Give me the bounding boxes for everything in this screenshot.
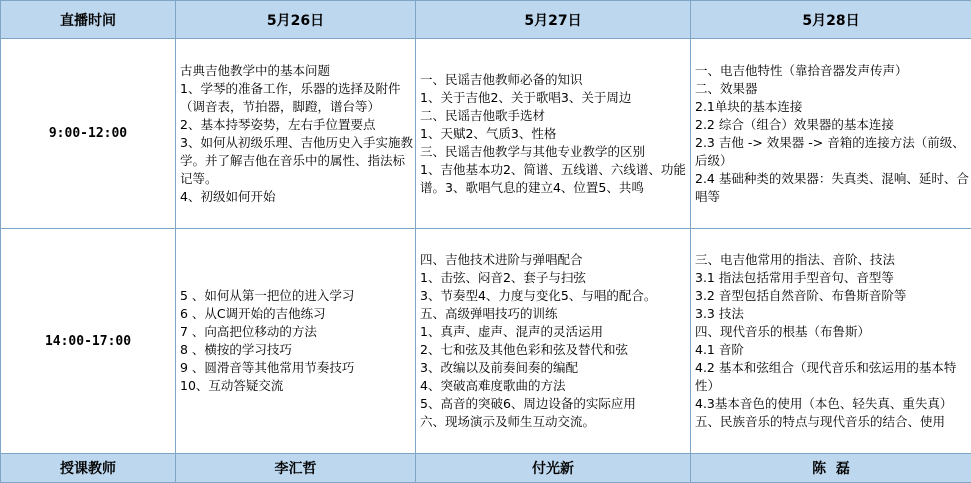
- teacher-row: [1, 453, 971, 482]
- lesson-cell: [176, 229, 416, 453]
- lesson-line: 3.1 指法包括常用手型音句、音型等: [695, 270, 894, 286]
- lesson-line: 三、民谣吉他教学与其他专业教学的区别: [420, 143, 646, 159]
- header-time-column: 直播时间: [1, 1, 176, 39]
- lesson-line: 3.2 音型包括自然音阶、布鲁斯音阶等: [695, 288, 907, 304]
- lesson-line: 3、改编以及前奏间奏的编配: [420, 360, 578, 376]
- lesson-line: 二、民谣吉他歌手选材: [420, 107, 546, 123]
- lesson-line: 四、吉他技术进阶与弹唱配合: [420, 252, 583, 268]
- lesson-content: [176, 62, 415, 206]
- header-day: 5月26日: [176, 1, 416, 39]
- lesson-line: 一、电吉他特性（靠拾音器发声传声）: [695, 62, 908, 78]
- lesson-line: 5、高音的突破6、周边设备的实际应用: [420, 396, 636, 412]
- lesson-cell: [691, 39, 971, 229]
- lesson-line: 3、节奏型4、力度与变化5、与唱的配合。: [420, 288, 657, 304]
- lesson-line: 4、突破高难度歌曲的方法: [420, 378, 566, 394]
- header-row: [1, 1, 971, 39]
- lesson-line: 二、效果器: [695, 80, 758, 96]
- lesson-line: 1、真声、虚声、混声的灵活运用: [420, 324, 603, 340]
- lesson-line: 六、现场演示及师生互动交流。: [420, 414, 596, 430]
- time-slot: 9:00-12:00: [1, 39, 176, 229]
- lesson-line: 3.3 技法: [695, 306, 744, 322]
- lesson-line: 4.1 音阶: [695, 342, 744, 358]
- schedule-row-morning: [1, 39, 971, 229]
- schedule-row-afternoon: [1, 229, 971, 453]
- lesson-line: 2.3 吉他 -> 效果器 -> 音箱的连接方法（前级、后级）: [695, 134, 965, 168]
- lesson-line: 2.1单块的基本连接: [695, 98, 803, 114]
- header-day: 5月28日: [691, 1, 971, 39]
- lesson-content: [691, 62, 971, 206]
- lesson-line: 5 、如何从第一把位的进入学习: [180, 288, 355, 304]
- lesson-line: 2.2 综合（组合）效果器的基本连接: [695, 116, 894, 132]
- lesson-content: [416, 251, 690, 431]
- lesson-line: 五、民族音乐的特点与现代音乐的结合、使用: [695, 414, 946, 430]
- lesson-line: 8 、横按的学习技巧: [180, 342, 292, 358]
- teacher-label: 授课教师: [1, 453, 176, 482]
- lesson-line: 9 、圆滑音等其他常用节奏技巧: [180, 360, 355, 376]
- lesson-line: 10、互动答疑交流: [180, 378, 284, 394]
- lesson-line: 2、基本持琴姿势，左右手位置要点: [180, 116, 376, 132]
- lesson-cell: [416, 39, 691, 229]
- lesson-line: 1、关于吉他2、关于歌唱3、关于周边: [420, 89, 632, 105]
- lesson-line: 6 、从C调开始的吉他练习: [180, 306, 326, 322]
- lesson-line: 4.2 基本和弦组合（现代音乐和弦运用的基本特性）: [695, 360, 957, 394]
- lesson-line: 三、电吉他常用的指法、音阶、技法: [695, 252, 896, 268]
- lesson-line: 2.4 基础种类的效果器：失真类、混响、延时、合唱等: [695, 170, 969, 204]
- teacher-name: 付光新: [416, 453, 691, 482]
- lesson-content: [691, 251, 971, 431]
- lesson-line: 一、民谣吉他教师必备的知识: [420, 71, 583, 87]
- lesson-line: 7 、向高把位移动的方法: [180, 324, 317, 340]
- lesson-line: 1、吉他基本功2、简谱、五线谱、六线谱、功能谱。3、歌唱气息的建立4、位置5、共鸣: [420, 161, 686, 195]
- lesson-cell: [176, 39, 416, 229]
- lesson-line: 4、初级如何开始: [180, 188, 276, 204]
- lesson-line: 2、七和弦及其他色彩和弦及替代和弦: [420, 342, 628, 358]
- time-slot: 14:00-17:00: [1, 229, 176, 453]
- lesson-line: 1、击弦、闷音2、套子与扫弦: [420, 270, 586, 286]
- lesson-line: 1、学琴的准备工作，乐器的选择及附件（调音表，节拍器，脚蹬，谱台等）: [180, 80, 401, 114]
- lesson-cell: [416, 229, 691, 453]
- lesson-line: 四、现代音乐的根基（布鲁斯）: [695, 324, 871, 340]
- lesson-cell: [691, 229, 971, 453]
- lesson-content: [176, 287, 415, 395]
- lesson-line: 1、天赋2、气质3、性格: [420, 125, 557, 141]
- lesson-content: [416, 71, 690, 197]
- teacher-name: 李汇哲: [176, 453, 416, 482]
- teacher-name: 陈 磊: [691, 453, 971, 482]
- header-day: 5月27日: [416, 1, 691, 39]
- lesson-line: 古典吉他教学中的基本问题: [180, 62, 331, 78]
- lesson-line: 五、高级弹唱技巧的训练: [420, 306, 558, 322]
- lesson-line: 3、如何从初级乐理、吉他历史入手实施教学。并了解吉他在音乐中的属性、指法标记等。: [180, 134, 413, 186]
- lesson-line: 4.3基本音色的使用（本色、轻失真、重失真）: [695, 396, 953, 412]
